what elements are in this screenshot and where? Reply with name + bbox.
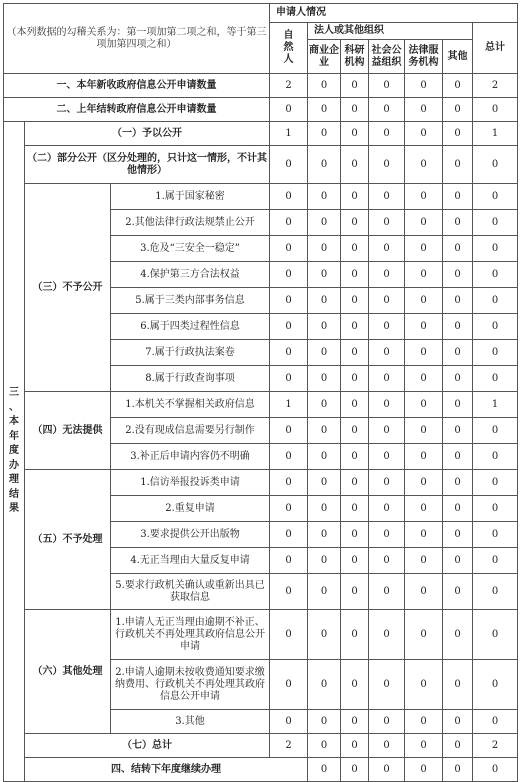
not-disclose-item: 7.属于行政执法案卷 (111, 340, 270, 366)
value-cell: 0 (308, 548, 341, 574)
value-cell: 0 (443, 610, 473, 660)
not-disclose-item: 6.属于四类过程性信息 (111, 314, 270, 340)
value-cell: 0 (473, 444, 518, 470)
value-cell: 0 (270, 574, 308, 610)
value-cell: 0 (341, 470, 369, 496)
value-cell: 0 (270, 236, 308, 262)
value-cell: 0 (308, 340, 341, 366)
value-cell: 0 (369, 288, 405, 314)
not-disclose-item: 4.保护第三方合法权益 (111, 262, 270, 288)
value-cell: 0 (443, 574, 473, 610)
value-cell: 0 (369, 734, 405, 758)
not-disclose-item: 5.属于三类内部事务信息 (111, 288, 270, 314)
value-cell: 0 (270, 470, 308, 496)
value-cell: 0 (270, 210, 308, 236)
value-cell: 0 (369, 444, 405, 470)
value-cell: 0 (405, 710, 443, 734)
value-cell: 0 (341, 262, 369, 288)
value-cell: 0 (308, 74, 341, 98)
value-cell: 0 (369, 548, 405, 574)
value-cell: 0 (473, 418, 518, 444)
unable-item: 3.补正后申请内容仍不明确 (111, 444, 270, 470)
value-cell: 0 (405, 660, 443, 710)
value-cell: 0 (308, 418, 341, 444)
value-cell: 0 (369, 574, 405, 610)
value-cell: 0 (369, 184, 405, 210)
value-cell: 0 (405, 470, 443, 496)
value-cell: 0 (443, 210, 473, 236)
carryover-prev-label: 二、上年结转政府信息公开申请数量 (4, 98, 270, 122)
value-cell: 0 (405, 496, 443, 522)
applicant-situation-header: 申请人情况 (270, 4, 518, 23)
value-cell: 0 (369, 74, 405, 98)
value-cell: 0 (308, 210, 341, 236)
disclose-label: （一）予以公开 (25, 122, 270, 146)
value-cell: 0 (473, 236, 518, 262)
value-cell: 0 (341, 340, 369, 366)
value-cell: 0 (473, 710, 518, 734)
value-cell: 2 (473, 734, 518, 758)
value-cell: 0 (270, 288, 308, 314)
value-cell: 0 (270, 366, 308, 392)
not-process-item: 1.信访举报投诉类申请 (111, 470, 270, 496)
value-cell: 0 (369, 758, 405, 782)
value-cell: 0 (443, 314, 473, 340)
value-cell: 0 (308, 444, 341, 470)
value-cell: 0 (473, 574, 518, 610)
value-cell: 0 (473, 522, 518, 548)
value-cell: 0 (270, 710, 308, 734)
not-process-item: 2.重复申请 (111, 496, 270, 522)
value-cell: 0 (369, 210, 405, 236)
value-cell: 0 (443, 98, 473, 122)
value-cell: 0 (308, 660, 341, 710)
value-cell: 2 (270, 74, 308, 98)
value-cell: 0 (405, 522, 443, 548)
value-cell: 0 (308, 366, 341, 392)
not-disclose-item: 1.属于国家秘密 (111, 184, 270, 210)
value-cell: 0 (443, 288, 473, 314)
results-section-label (4, 122, 25, 782)
value-cell: 0 (341, 522, 369, 548)
value-cell: 0 (473, 288, 518, 314)
value-cell: 0 (369, 470, 405, 496)
value-cell: 0 (473, 98, 518, 122)
value-cell: 0 (443, 548, 473, 574)
value-cell: 0 (405, 98, 443, 122)
unable-item: 2.没有现成信息需要另行制作 (111, 418, 270, 444)
not-process-item: 5.要求行政机关确认或重新出具已获取信息 (111, 574, 270, 610)
value-cell: 0 (369, 262, 405, 288)
column-relation-note: （本列数据的勾稽关系为：第一项加第二项之和，等于第三项加第四项之和） (4, 4, 270, 74)
value-cell: 0 (405, 418, 443, 444)
value-cell: 0 (473, 184, 518, 210)
value-cell: 0 (369, 710, 405, 734)
value-cell: 0 (341, 392, 369, 418)
value-cell: 0 (405, 734, 443, 758)
value-cell: 0 (443, 522, 473, 548)
value-cell: 0 (308, 610, 341, 660)
value-cell: 0 (405, 210, 443, 236)
value-cell: 0 (405, 184, 443, 210)
results-total-label: （七）总计 (25, 734, 270, 758)
value-cell: 0 (270, 98, 308, 122)
research-header: 科研机构 (341, 40, 369, 74)
social-org-header: 社会公益组织 (369, 40, 405, 74)
value-cell: 0 (405, 146, 443, 184)
value-cell: 0 (308, 98, 341, 122)
not-process-label: （五）不予处理 (25, 470, 111, 610)
value-cell: 0 (443, 392, 473, 418)
value-cell: 0 (369, 660, 405, 710)
natural-person-header: 自 然 人 (270, 23, 308, 74)
not-disclose-item: 2.其他法律行政法规禁止公开 (111, 210, 270, 236)
value-cell: 0 (341, 236, 369, 262)
value-cell: 0 (270, 262, 308, 288)
value-cell: 0 (341, 758, 369, 782)
value-cell: 0 (270, 496, 308, 522)
value-cell: 0 (473, 470, 518, 496)
not-disclose-label: （三）不予公开 (25, 184, 111, 392)
value-cell: 0 (341, 210, 369, 236)
value-cell: 0 (308, 734, 341, 758)
value-cell: 0 (270, 340, 308, 366)
carryover-next-label: 四、结转下年度继续办理 (25, 758, 308, 782)
value-cell: 0 (308, 184, 341, 210)
not-process-item: 4.无正当理由大量反复申请 (111, 548, 270, 574)
value-cell: 0 (369, 314, 405, 340)
value-cell: 0 (369, 522, 405, 548)
value-cell: 0 (270, 548, 308, 574)
unable-item: 1.本机关不掌握相关政府信息 (111, 392, 270, 418)
not-disclose-item: 8.属于行政查询事项 (111, 366, 270, 392)
value-cell: 0 (443, 734, 473, 758)
value-cell: 0 (341, 122, 369, 146)
value-cell: 0 (369, 146, 405, 184)
value-cell: 0 (473, 758, 518, 782)
value-cell: 0 (308, 574, 341, 610)
value-cell: 0 (341, 610, 369, 660)
results-char: 果 (9, 503, 19, 515)
value-cell: 0 (308, 496, 341, 522)
value-cell: 0 (443, 660, 473, 710)
value-cell: 0 (369, 392, 405, 418)
value-cell: 0 (405, 122, 443, 146)
value-cell: 0 (341, 146, 369, 184)
value-cell: 0 (443, 710, 473, 734)
value-cell: 0 (405, 758, 443, 782)
value-cell: 0 (473, 146, 518, 184)
value-cell: 0 (405, 74, 443, 98)
results-char: 、 (9, 401, 19, 413)
other-process-label: （六）其他处理 (25, 610, 111, 734)
value-cell: 0 (369, 98, 405, 122)
value-cell: 0 (341, 734, 369, 758)
value-cell: 0 (369, 122, 405, 146)
value-cell: 0 (405, 262, 443, 288)
value-cell: 0 (270, 418, 308, 444)
value-cell: 0 (308, 392, 341, 418)
value-cell: 0 (443, 496, 473, 522)
results-char: 度 (9, 445, 19, 457)
new-requests-label: 一、本年新收政府信息公开申请数量 (4, 74, 270, 98)
value-cell: 0 (270, 184, 308, 210)
value-cell: 0 (308, 314, 341, 340)
value-cell: 0 (473, 496, 518, 522)
value-cell: 0 (473, 210, 518, 236)
value-cell: 0 (369, 236, 405, 262)
value-cell: 0 (443, 236, 473, 262)
value-cell: 0 (341, 314, 369, 340)
value-cell: 0 (341, 184, 369, 210)
value-cell: 0 (405, 444, 443, 470)
other-process-item: 2.申请人逾期未按收费通知要求缴纳费用、行政机关不再处理其政府信息公开申请 (111, 660, 270, 710)
value-cell: 0 (473, 366, 518, 392)
disclosure-table (3, 3, 518, 782)
value-cell: 0 (308, 758, 341, 782)
other-process-item: 3.其他 (111, 710, 270, 734)
value-cell: 0 (341, 574, 369, 610)
value-cell: 1 (473, 392, 518, 418)
value-cell: 0 (308, 470, 341, 496)
value-cell: 0 (405, 288, 443, 314)
value-cell: 0 (405, 236, 443, 262)
value-cell: 1 (270, 392, 308, 418)
value-cell: 0 (473, 340, 518, 366)
value-cell: 0 (308, 710, 341, 734)
value-cell: 0 (443, 758, 473, 782)
value-cell: 0 (341, 660, 369, 710)
value-cell: 0 (341, 496, 369, 522)
value-cell: 0 (473, 548, 518, 574)
results-char: 年 (9, 430, 19, 442)
value-cell: 0 (308, 262, 341, 288)
value-cell: 0 (369, 366, 405, 392)
value-cell: 0 (341, 444, 369, 470)
results-char: 三 (9, 387, 19, 399)
value-cell: 0 (308, 288, 341, 314)
value-cell: 0 (405, 548, 443, 574)
value-cell: 0 (443, 74, 473, 98)
legal-persons-header: 法人或其他组织 (308, 23, 473, 40)
legal-service-header: 法律服务机构 (405, 40, 443, 74)
value-cell: 0 (369, 340, 405, 366)
value-cell: 0 (443, 146, 473, 184)
value-cell: 0 (405, 340, 443, 366)
value-cell: 0 (473, 314, 518, 340)
value-cell: 0 (270, 522, 308, 548)
value-cell: 0 (443, 366, 473, 392)
value-cell: 0 (473, 660, 518, 710)
value-cell: 0 (443, 184, 473, 210)
results-char: 理 (9, 474, 19, 486)
total-header: 总计 (473, 23, 518, 74)
value-cell: 0 (341, 418, 369, 444)
value-cell: 0 (443, 340, 473, 366)
value-cell: 0 (473, 610, 518, 660)
value-cell: 0 (270, 610, 308, 660)
value-cell: 0 (308, 236, 341, 262)
value-cell: 0 (405, 574, 443, 610)
partial-disclose-label: （二）部分公开（区分处理的，只计这一情形，不计其他情形） (25, 146, 270, 184)
value-cell: 0 (308, 146, 341, 184)
value-cell: 1 (473, 122, 518, 146)
value-cell: 0 (405, 392, 443, 418)
value-cell: 0 (405, 314, 443, 340)
value-cell: 0 (443, 122, 473, 146)
value-cell: 0 (443, 418, 473, 444)
value-cell: 2 (270, 734, 308, 758)
value-cell: 0 (369, 610, 405, 660)
value-cell: 0 (341, 366, 369, 392)
other-process-item: 1.申请人无正当理由逾期不补正、行政机关不再处理其政府信息公开申请 (111, 610, 270, 660)
value-cell: 0 (473, 262, 518, 288)
value-cell: 0 (405, 366, 443, 392)
value-cell: 2 (473, 74, 518, 98)
unable-label: （四）无法提供 (25, 392, 111, 470)
value-cell: 0 (369, 496, 405, 522)
not-process-item: 3.要求提供公开出版物 (111, 522, 270, 548)
value-cell: 1 (270, 122, 308, 146)
value-cell: 0 (270, 146, 308, 184)
value-cell: 0 (443, 444, 473, 470)
value-cell: 0 (443, 262, 473, 288)
value-cell: 0 (341, 288, 369, 314)
value-cell: 0 (308, 122, 341, 146)
value-cell: 0 (341, 548, 369, 574)
results-char: 结 (9, 488, 19, 500)
value-cell: 0 (270, 444, 308, 470)
value-cell: 0 (369, 418, 405, 444)
value-cell: 0 (270, 660, 308, 710)
value-cell: 0 (270, 314, 308, 340)
value-cell: 0 (341, 710, 369, 734)
value-cell: 0 (308, 522, 341, 548)
other-org-header: 其他 (443, 40, 473, 74)
results-char: 办 (9, 459, 19, 471)
not-disclose-item: 3.危及“三安全一稳定” (111, 236, 270, 262)
value-cell: 0 (405, 610, 443, 660)
value-cell: 0 (341, 74, 369, 98)
results-char: 本 (9, 416, 19, 428)
value-cell: 0 (341, 98, 369, 122)
business-header: 商业企业 (308, 40, 341, 74)
value-cell: 0 (443, 470, 473, 496)
